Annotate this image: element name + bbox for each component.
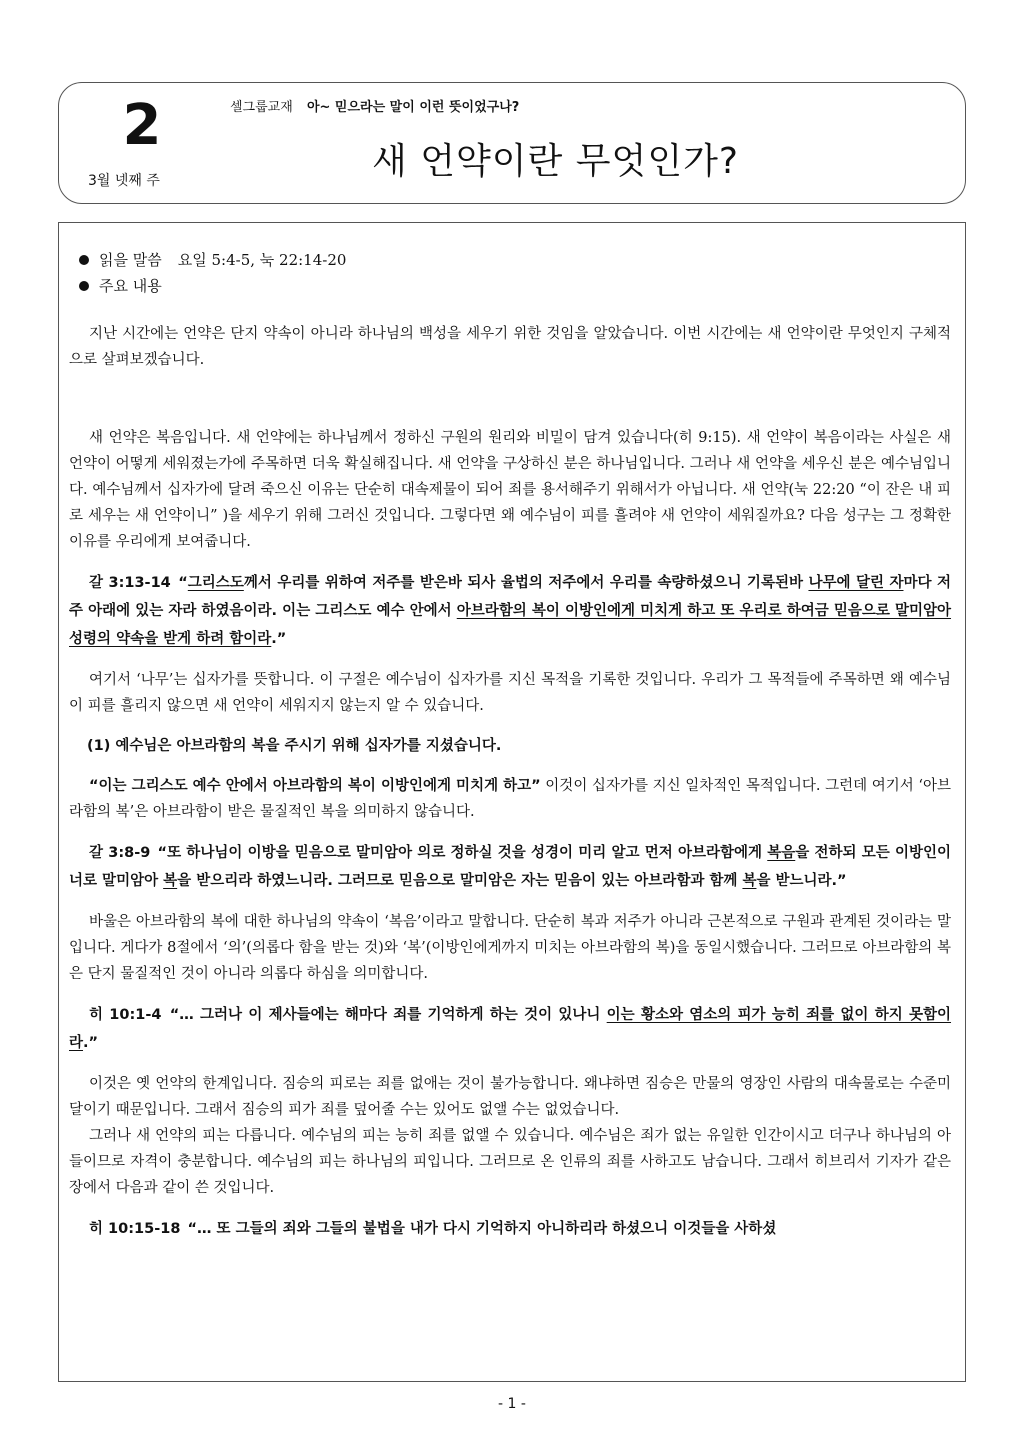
section-heading: (1) 예수님은 아브라함의 복을 주시기 위해 십자가를 지셨습니다. — [87, 738, 502, 754]
scripture-reference: 히 10:15-18 — [89, 1221, 181, 1237]
scripture-reference: 갈 3:8-9 — [89, 845, 151, 861]
page-number: - 1 - — [498, 1396, 526, 1412]
lesson-number: 2 — [122, 93, 162, 158]
body-paragraph: 새 언약은 복음입니다. 새 언약에는 하나님께서 정하신 구원의 원리와 비밀이 담겨 있습니다(히 9:15). 새 언약이 복음이라는 사실은 새 언약이 어떻게 세워졌는가에 주목하면 더욱 확실해집니다. 새 언약을 구상하신 분은 하나님입니다. 그러나 새 언약을 세우신 분은 예수님입니다. 예수님께서 십자가에 달려 죽으신 이유는 단순히 대속제물이 되어 죄를 용서해주기 위해서가 아닙니다. 새 언약(눅 22:20 “이 잔은 내 피로 세우는 새 언약이니” )을 세우기 위해 그러신 것입니다. 그렇다면 왜 예수님이 피를 흘려야 새 언약이 세워질까요? 다음 성구는 그 정확한 이유를 우리에게 보여줍니다. — [69, 430, 951, 550]
content-body — [69, 247, 951, 1243]
summary-row — [79, 273, 951, 299]
summary-label: 주요 내용 — [99, 277, 162, 295]
scripture-reference: 히 10:1-4 — [89, 1007, 162, 1023]
scripture-quote: 히 10:15-18 “… 또 그들의 죄와 그들의 불법을 내가 다시 기억하지 아니하리라 하셨으니 이것들을 사하셨 — [89, 1221, 777, 1237]
bullet-icon — [79, 255, 89, 265]
scripture-quote: 갈 3:13-14 “그리스도께서 우리를 위하여 저주를 받은바 되사 율법의 저주에서 우리를 속량하셨으니 기록된바 나무에 달린 자마다 저주 아래에 있는 자라 하였음이라. 이는 그리스도 예수 안에서 아브라함의 복이 이방인에게 미치게 하고 또 우리로 하여금 믿음으로 말미암아 성령의 약속을 받게 하려 함이라.” — [69, 575, 952, 647]
series-label: 셀그룹교재 — [230, 100, 293, 115]
scripture-quote: 히 10:1-4 “… 그러나 이 제사들에는 해마다 죄를 기억하게 하는 것이 있나니 이는 황소와 염소의 피가 능히 죄를 없이 하지 못함이라.” — [69, 1007, 952, 1051]
content-box — [58, 222, 966, 1382]
series-line — [230, 96, 519, 115]
page-title: 새 언약이란 무엇인가? — [372, 141, 739, 182]
lesson-week: 3월 넷째 주 — [88, 173, 160, 189]
intro-paragraph: 지난 시간에는 언약은 단지 약속이 아니라 하나님의 백성을 세우기 위한 것임을 알았습니다. 이번 시간에는 새 언약이란 무엇인지 구체적으로 살펴보겠습니다. — [69, 326, 951, 368]
scripture-quote: 갈 3:8-9 “또 하나님이 이방을 믿음으로 말미암아 의로 정하실 것을 성경이 미리 알고 먼저 아브라함에게 복음을 전하되 모든 이방인이 너로 말미암아 복을 받으리라 하였느니라. 그러므로 믿음으로 말미암은 자는 믿음이 있는 아브라함과 함께 복을 받느니라.” — [69, 845, 952, 889]
scripture-reference: 갈 3:13-14 — [89, 575, 171, 591]
bullet-icon — [79, 281, 89, 291]
reading-value: 요일 5:4-5, 눅 22:14-20 — [177, 251, 347, 269]
reading-label: 읽을 말씀 — [99, 251, 162, 269]
body-paragraph: 그러나 새 언약의 피는 다릅니다. 예수님의 피는 능히 죄를 없앨 수 있습니다. 예수님은 죄가 없는 유일한 인간이시고 더구나 하나님의 아들이므로 자격이 충분합니다. 예수님의 피는 하나님의 피입니다. 그러므로 온 인류의 죄를 사하고도 남습니다. 그래서 히브리서 기자가 같은 장에서 다음과 같이 쓴 것입니다. — [69, 1128, 951, 1196]
series-title: 아~ 믿으라는 말이 이런 뜻이었구나? — [306, 100, 520, 115]
body-paragraph: 이것은 옛 언약의 한계입니다. 짐승의 피로는 죄를 없애는 것이 불가능합니다. 왜냐하면 짐승은 만물의 영장인 사람의 대속물로는 수준미달이기 때문입니다. 그래서 짐승의 피가 죄를 덮어줄 수는 있어도 없앨 수는 없었습니다. — [69, 1076, 951, 1118]
body-paragraph: 바울은 아브라함의 복에 대한 하나님의 약속이 ‘복음’이라고 말합니다. 단순히 복과 저주가 아니라 근본적으로 구원과 관계된 것이라는 말입니다. 게다가 8절에서 ‘의’(의롭다 함을 받는 것)와 ‘복’(이방인에게까지 미치는 아브라함의 복)을 동일시했습니다. 그러므로 아브라함의 복은 단지 물질적인 것이 아니라 의롭다 하심을 의미합니다. — [69, 914, 951, 982]
reading-row — [79, 247, 951, 273]
body-paragraph: “이는 그리스도 예수 안에서 아브라함의 복이 이방인에게 미치게 하고” 이것이 십자가를 지신 일차적인 목적입니다. 그런데 여기서 ‘아브라함의 복’은 아브라함이 받은 물질적인 복을 의미하지 않습니다. — [69, 778, 951, 820]
body-paragraph: 여기서 ‘나무’는 십자가를 뜻합니다. 이 구절은 예수님이 십자가를 지신 목적을 기록한 것입니다. 우리가 그 목적들에 주목하면 왜 예수님이 피를 흘리지 않으면 새 언약이 세워지지 않는지 알 수 있습니다. — [69, 672, 951, 714]
